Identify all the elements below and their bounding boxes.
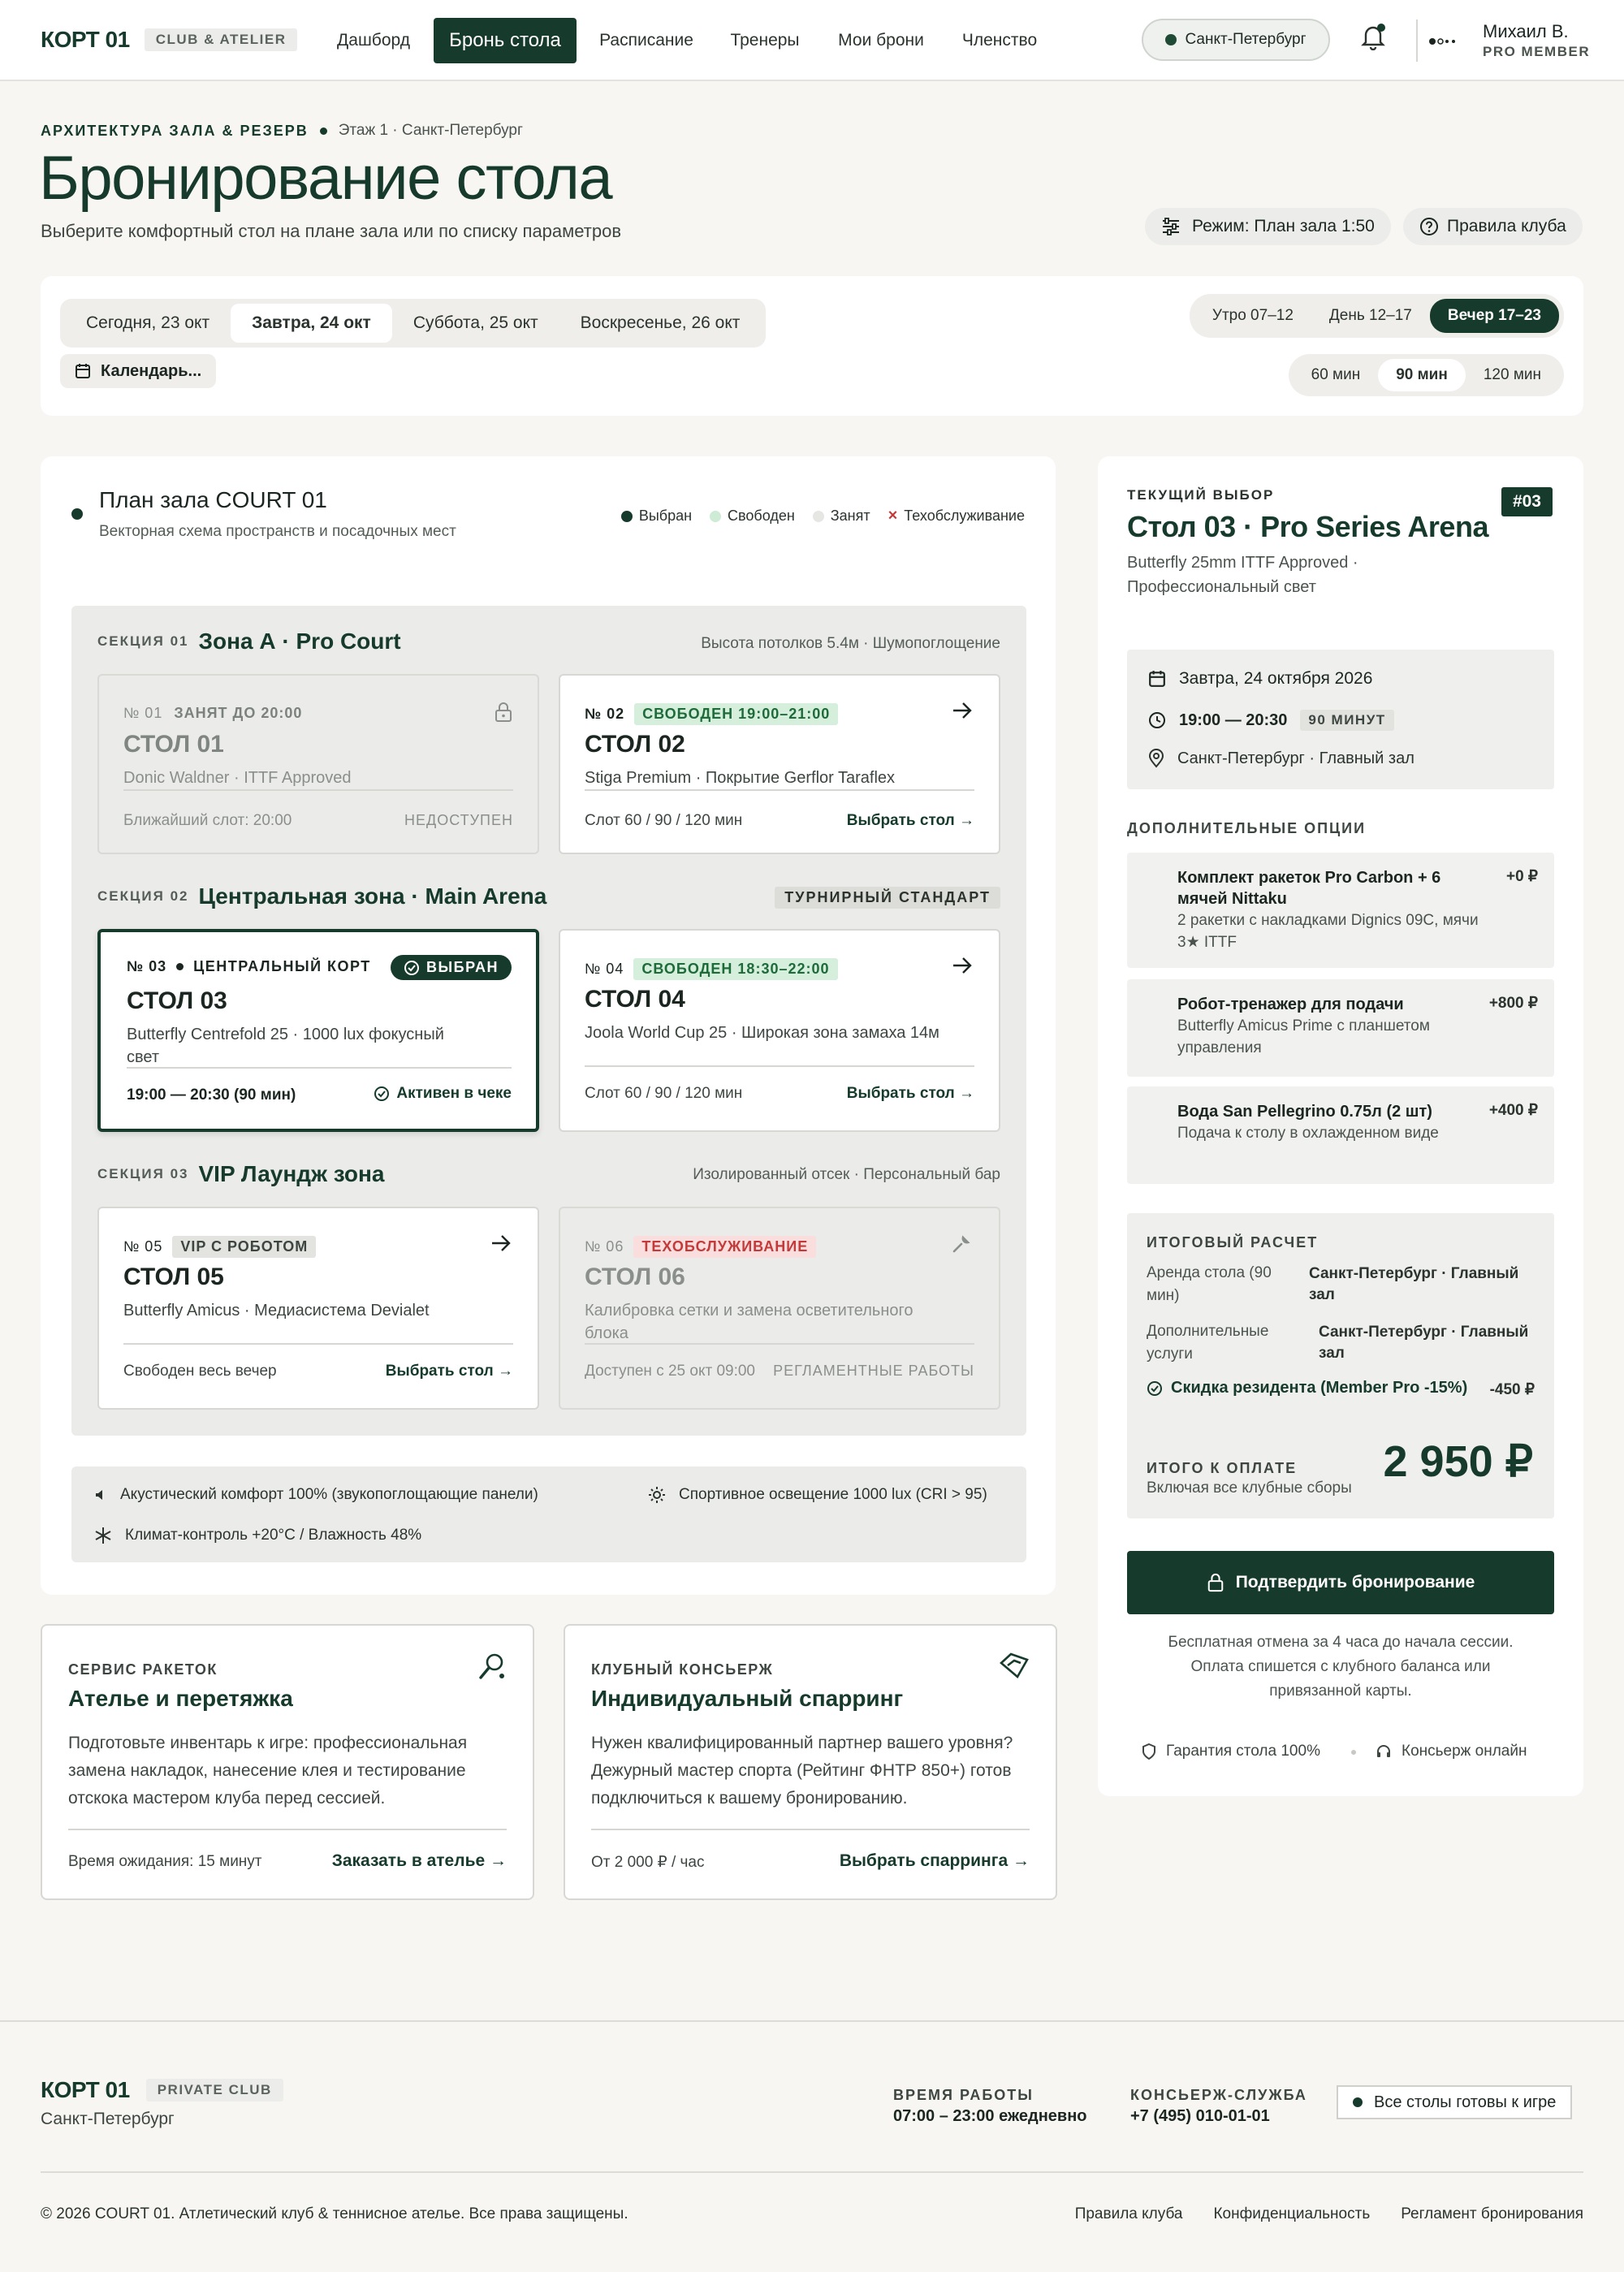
table-number: № 05 [123, 1238, 163, 1255]
nav-dashboard[interactable]: Дашборд [337, 31, 410, 50]
table-name: СТОЛ 02 [585, 731, 685, 758]
footer-link-booking-policy[interactable]: Регламент бронирования [1401, 2205, 1583, 2222]
selection-badge: #03 [1501, 487, 1553, 516]
page-subtitle: Выберите комфортный стол на плане зала или по списку параметров [41, 221, 622, 241]
clock-icon [1148, 711, 1166, 729]
floor-area [71, 606, 1026, 1436]
bell-icon[interactable] [1361, 23, 1385, 50]
section-title: Центральная зона · Main Arena [198, 883, 547, 909]
table-desc: Butterfly Centrefold 25 · 1000 lux фокусный свет [127, 1026, 444, 1066]
plan-subtitle: Векторная схема пространств и посадочных мест [99, 523, 456, 540]
table-desc: Stiga Premium · Покрытие Gerflor Taraflex [585, 769, 896, 787]
summary-row-label: Аренда стола (90 мин) [1147, 1264, 1272, 1304]
user-name[interactable]: Михаил В. [1483, 21, 1569, 41]
table-number: № 04 [585, 961, 624, 977]
in-cart-status: Активен в чеке [374, 1085, 512, 1103]
service-foot: Время ожидания: 15 минут [68, 1853, 262, 1870]
nav-membership[interactable]: Членство [961, 31, 1038, 50]
nav-schedule[interactable]: Расписание [599, 31, 693, 50]
duration-option[interactable]: 60 мин [1311, 366, 1361, 383]
status-badge: Все столы готовы к игре [1337, 2085, 1572, 2119]
calendar-label: Календарь... [101, 361, 202, 380]
wrench-icon [952, 1234, 971, 1254]
select-table-link[interactable]: Выбрать стол → [385, 1363, 513, 1380]
discount-value: -450 ₽ [1489, 1381, 1535, 1398]
city-status-dot [1165, 34, 1177, 45]
legend-maintenance: × Техобслуживание [888, 507, 1025, 525]
amenity-climate: Климат-контроль +20°C / Влажность 48% [94, 1527, 421, 1544]
legend-selected: Выбран [621, 508, 692, 525]
service-title: Индивидуальный спарринг [591, 1686, 904, 1711]
table-divider [127, 1067, 512, 1069]
section-label: СЕКЦИЯ 03 [97, 1166, 189, 1181]
copyright: © 2026 COURT 01. Атлетический клуб & теннисное ателье. Все права защищены. [41, 2205, 628, 2222]
headset-icon [1376, 1743, 1392, 1760]
eyebrow-dot [320, 127, 327, 135]
table-availability: РЕГЛАМЕНТНЫЕ РАБОТЫ [773, 1363, 974, 1379]
footer [0, 2020, 1624, 2272]
sun-icon [648, 1486, 666, 1504]
table-divider [123, 1343, 513, 1345]
dot-separator [1351, 1750, 1356, 1755]
option-price: +0 ₽ [1505, 868, 1538, 885]
dot-separator [176, 963, 184, 970]
check-circle-icon [404, 960, 420, 976]
duration-option[interactable]: 90 мин [1378, 359, 1466, 391]
header-divider [1416, 19, 1418, 62]
day-option[interactable]: Сегодня, 23 окт [86, 313, 210, 332]
table-card-03[interactable] [97, 929, 539, 1132]
confirm-button[interactable]: Подтвердить бронирование [1127, 1551, 1554, 1614]
table-divider [585, 789, 974, 791]
table-name: СТОЛ 05 [123, 1263, 224, 1290]
day-selector [60, 299, 766, 348]
footer-link-privacy[interactable]: Конфиденциальность [1213, 2205, 1371, 2222]
rules-button[interactable] [1403, 208, 1583, 245]
logo[interactable]: КОРТ 01 [41, 27, 130, 52]
shield-icon [1142, 1743, 1156, 1760]
table-name: СТОЛ 01 [123, 731, 224, 758]
option-desc: Butterfly Amicus Prime с планшетом управления [1177, 1017, 1430, 1056]
table-foot: Свободен весь вечер [123, 1363, 277, 1380]
booking-time: 19:00 — 20:30 90 МИНУТ [1148, 710, 1394, 731]
service-eyebrow: СЕРВИС РАКЕТОК [68, 1661, 218, 1678]
table-foot: Слот 60 / 90 / 120 мин [585, 1085, 743, 1102]
section-title: VIP Лаундж зона [198, 1161, 385, 1186]
table-number: № 03 [127, 958, 167, 974]
close-icon: × [888, 507, 898, 525]
section-badge: ТУРНИРНЫЙ СТАНДАРТ [775, 887, 1000, 909]
service-link[interactable]: Выбрать спарринга → [839, 1851, 1030, 1870]
plan-title: План зала COURT 01 [99, 487, 327, 512]
snowflake-icon [94, 1527, 112, 1544]
cancel-note: Бесплатная отмена за 4 часа до начала сессии. Оплата спишется с клубного баланса или привязанной карты. [1168, 1634, 1514, 1700]
table-status: VIP С РОБОТОМ [172, 1236, 316, 1258]
table-number: № 01 [123, 705, 163, 721]
selection-title: Стол 03 · Pro Series Arena [1127, 510, 1488, 543]
sliders-icon [1161, 218, 1181, 235]
option-rackets[interactable] [1127, 853, 1554, 968]
section-note: Высота потолков 5.4м · Шумопоглощение [701, 635, 1000, 652]
summary-box [1127, 1213, 1554, 1518]
option-price: +800 ₽ [1488, 995, 1538, 1012]
option-desc: 2 ракетки с накладками Dignics 09C, мячи 3★ ITTF [1177, 912, 1479, 951]
service-desc: Подготовьте инвентарь к игре: профессиональная замена накладок, нанесение клея и тестирование отскока мастером клуба перед сессией. [68, 1734, 468, 1808]
duration-selector [1289, 354, 1564, 396]
racket-icon [477, 1652, 507, 1681]
footer-divider [41, 2171, 1583, 2173]
logo-tag: CLUB & ATELIER [145, 28, 298, 51]
period-option[interactable]: Утро 07–12 [1212, 307, 1294, 324]
mode-button[interactable] [1145, 208, 1391, 245]
amenities-bar [71, 1466, 1026, 1562]
location-pin-icon [1148, 749, 1164, 768]
table-desc: Joola World Cup 25 · Широкая зона замаха 14м [585, 1024, 939, 1042]
day-option[interactable]: Суббота, 25 окт [412, 313, 538, 332]
filter-bar [41, 276, 1583, 416]
table-desc: Калибровка сетки и замена осветительного блока [585, 1302, 914, 1342]
check-circle-icon [374, 1086, 390, 1102]
section-note: Изолированный отсек · Персональный бар [693, 1166, 1000, 1183]
table-foot: Слот 60 / 90 / 120 мин [585, 812, 743, 829]
option-desc: Подача к столу в охлажденном виде [1177, 1125, 1439, 1142]
avatar[interactable] [1429, 37, 1462, 45]
options-label: ДОПОЛНИТЕЛЬНЫЕ ОПЦИИ [1127, 820, 1367, 836]
footer-logo[interactable]: КОРТ 01 [41, 2077, 130, 2102]
section-label: СЕКЦИЯ 02 [97, 888, 189, 904]
duration-badge: 90 МИНУТ [1300, 710, 1393, 731]
table-name: СТОЛ 06 [585, 1263, 685, 1290]
day-option[interactable]: Воскресенье, 26 окт [580, 313, 741, 332]
page-location: Этаж 1 · Санкт-Петербург [338, 122, 523, 139]
nav-my-bookings[interactable]: Мои брони [838, 31, 924, 50]
mode-label: Режим: План зала 1:50 [1192, 217, 1375, 235]
service-divider [591, 1829, 1030, 1830]
service-card-atelier[interactable] [41, 1624, 534, 1900]
speaker-icon [94, 1488, 107, 1501]
option-title: Робот-тренажер для подачи [1177, 996, 1404, 1013]
service-card-sparring[interactable] [564, 1624, 1057, 1900]
table-status: ЗАНЯТ ДО 20:00 [174, 705, 303, 721]
arrow-right-icon[interactable] [490, 1234, 512, 1252]
guarantee-badge: Гарантия стола 100% [1142, 1743, 1320, 1760]
legend-free: Свободен [710, 508, 795, 525]
lock-icon [1207, 1573, 1224, 1592]
select-table-link[interactable]: Выбрать стол → [846, 812, 974, 829]
nav-trainers[interactable]: Тренеры [730, 31, 800, 50]
plan-dot [71, 508, 83, 520]
footer-link-rules[interactable]: Правила клуба [1074, 2205, 1183, 2222]
table-foot: Доступен с 25 окт 09:00 [585, 1363, 756, 1380]
table-time: 19:00 — 20:30 (90 мин) [127, 1086, 296, 1104]
footer-tag: PRIVATE CLUB [146, 2079, 283, 2101]
period-selector [1190, 294, 1564, 338]
table-status: ЦЕНТРАЛЬНЫЙ КОРТ [193, 958, 371, 974]
booking-details [1127, 650, 1554, 789]
table-desc: Butterfly Amicus · Медиасистема Devialet [123, 1302, 430, 1320]
calendar-icon [75, 363, 91, 379]
calendar-button[interactable] [60, 354, 216, 388]
hours-value: 07:00 – 23:00 ежедневно [893, 2107, 1087, 2125]
check-circle-icon [1147, 1380, 1163, 1397]
option-price: +400 ₽ [1488, 1102, 1538, 1119]
table-card-02[interactable] [559, 674, 1000, 854]
duration-option[interactable]: 120 мин [1483, 366, 1541, 383]
select-table-link[interactable]: Выбрать стол → [846, 1085, 974, 1102]
summary-row-value: Санкт-Петербург · Главный зал [1319, 1324, 1529, 1362]
table-number: № 02 [585, 706, 625, 722]
page-eyebrow: АРХИТЕКТУРА ЗАЛА & РЕЗЕРВ [41, 122, 309, 139]
calendar-icon [1148, 670, 1166, 688]
booking-place: Санкт-Петербург · Главный зал [1148, 749, 1415, 768]
concierge-online[interactable]: Консьерж онлайн [1376, 1743, 1527, 1760]
option-title: Вода San Pellegrino 0.75л (2 шт) [1177, 1103, 1432, 1121]
selected-chip: ВЫБРАН [391, 955, 512, 980]
table-availability: НЕДОСТУПЕН [404, 812, 513, 828]
service-desc: Нужен квалифицированный партнер вашего уровня? Дежурный мастер спорта (Рейтинг ФНТР 850+) готов подключиться к вашему бронированию. [591, 1734, 1013, 1808]
concierge-label: КОНСЬЕРЖ-СЛУЖБА [1130, 2087, 1307, 2103]
total-amount: 2 950 ₽ [1383, 1437, 1533, 1486]
selection-eyebrow: ТЕКУЩИЙ ВЫБОР [1127, 487, 1275, 503]
floor-plan-card [41, 456, 1056, 1595]
help-icon [1419, 217, 1439, 236]
plan-legend [621, 507, 1025, 525]
service-foot: От 2 000 ₽ / час [591, 1854, 705, 1871]
selection-desc: Butterfly 25mm ITTF Approved · Профессиональный свет [1127, 554, 1358, 596]
section-title: Зона А · Pro Court [198, 628, 401, 654]
table-card-06 [559, 1207, 1000, 1410]
arrow-right-icon[interactable] [952, 957, 973, 974]
hours-label: ВРЕМЯ РАБОТЫ [893, 2087, 1034, 2103]
rules-label: Правила клуба [1447, 217, 1566, 235]
section-label: СЕКЦИЯ 01 [97, 633, 189, 649]
booking-date: Завтра, 24 октября 2026 [1148, 669, 1372, 689]
footer-city: Санкт-Петербург [41, 2110, 175, 2128]
table-desc: Donic Waldner · ITTF Approved [123, 769, 352, 787]
city-label: Санкт-Петербург [1185, 31, 1307, 48]
table-foot: Ближайший слот: 20:00 [123, 812, 292, 829]
summary-label: ИТОГОВЫЙ РАСЧЕТ [1147, 1234, 1319, 1250]
option-robot[interactable] [1127, 979, 1554, 1077]
service-title: Ателье и перетяжка [68, 1686, 293, 1711]
table-status: СВОБОДЕН 19:00–21:00 [634, 703, 838, 725]
table-number: № 06 [585, 1238, 624, 1255]
option-water[interactable] [1127, 1086, 1554, 1184]
handshake-icon [999, 1652, 1030, 1679]
discount-row: Скидка резидента (Member Pro -15%) [1147, 1379, 1467, 1397]
total-note: Включая все клубные сборы [1147, 1479, 1352, 1497]
city-selector[interactable] [1142, 19, 1330, 61]
page-title: Бронирование стола [39, 144, 612, 213]
service-divider [68, 1829, 507, 1830]
service-link[interactable]: Заказать в ателье → [331, 1851, 507, 1870]
top-header [0, 0, 1624, 81]
table-card-01 [97, 674, 539, 854]
table-divider [123, 789, 513, 791]
amenity-acoustic: Акустический комфорт 100% (звукопоглощающие панели) [94, 1486, 538, 1504]
table-card-05[interactable] [97, 1207, 539, 1410]
table-name: СТОЛ 04 [585, 986, 685, 1013]
table-divider [585, 1065, 974, 1067]
status-dot [1353, 2097, 1363, 2107]
summary-row-value: Санкт-Петербург · Главный зал [1309, 1265, 1519, 1303]
table-name: СТОЛ 03 [127, 987, 227, 1014]
lock-icon [494, 702, 513, 723]
nav-booking[interactable]: Бронь стола [434, 18, 577, 63]
option-title: Комплект ракеток Pro Carbon + 6 мячей Nittaku [1177, 869, 1441, 908]
user-tier: PRO MEMBER [1483, 44, 1591, 59]
table-divider [585, 1343, 974, 1345]
summary-row-label: Дополнительные услуги [1147, 1323, 1269, 1363]
legend-busy: Занят [813, 508, 870, 525]
table-status: ТЕХОБСЛУЖИВАНИЕ [633, 1236, 816, 1258]
table-card-04[interactable] [559, 929, 1000, 1132]
concierge-phone[interactable]: +7 (495) 010-01-01 [1130, 2107, 1270, 2125]
period-option[interactable]: Вечер 17–23 [1430, 299, 1559, 333]
table-status: СВОБОДЕН 18:30–22:00 [633, 958, 837, 980]
amenity-lighting: Спортивное освещение 1000 lux (CRI > 95) [648, 1486, 987, 1504]
day-option[interactable]: Завтра, 24 окт [231, 304, 392, 343]
total-label: ИТОГО К ОПЛАТЕ [1147, 1460, 1298, 1476]
service-eyebrow: КЛУБНЫЙ КОНСЬЕРЖ [591, 1661, 774, 1678]
period-option[interactable]: День 12–17 [1328, 307, 1412, 324]
arrow-right-icon[interactable] [952, 702, 973, 719]
